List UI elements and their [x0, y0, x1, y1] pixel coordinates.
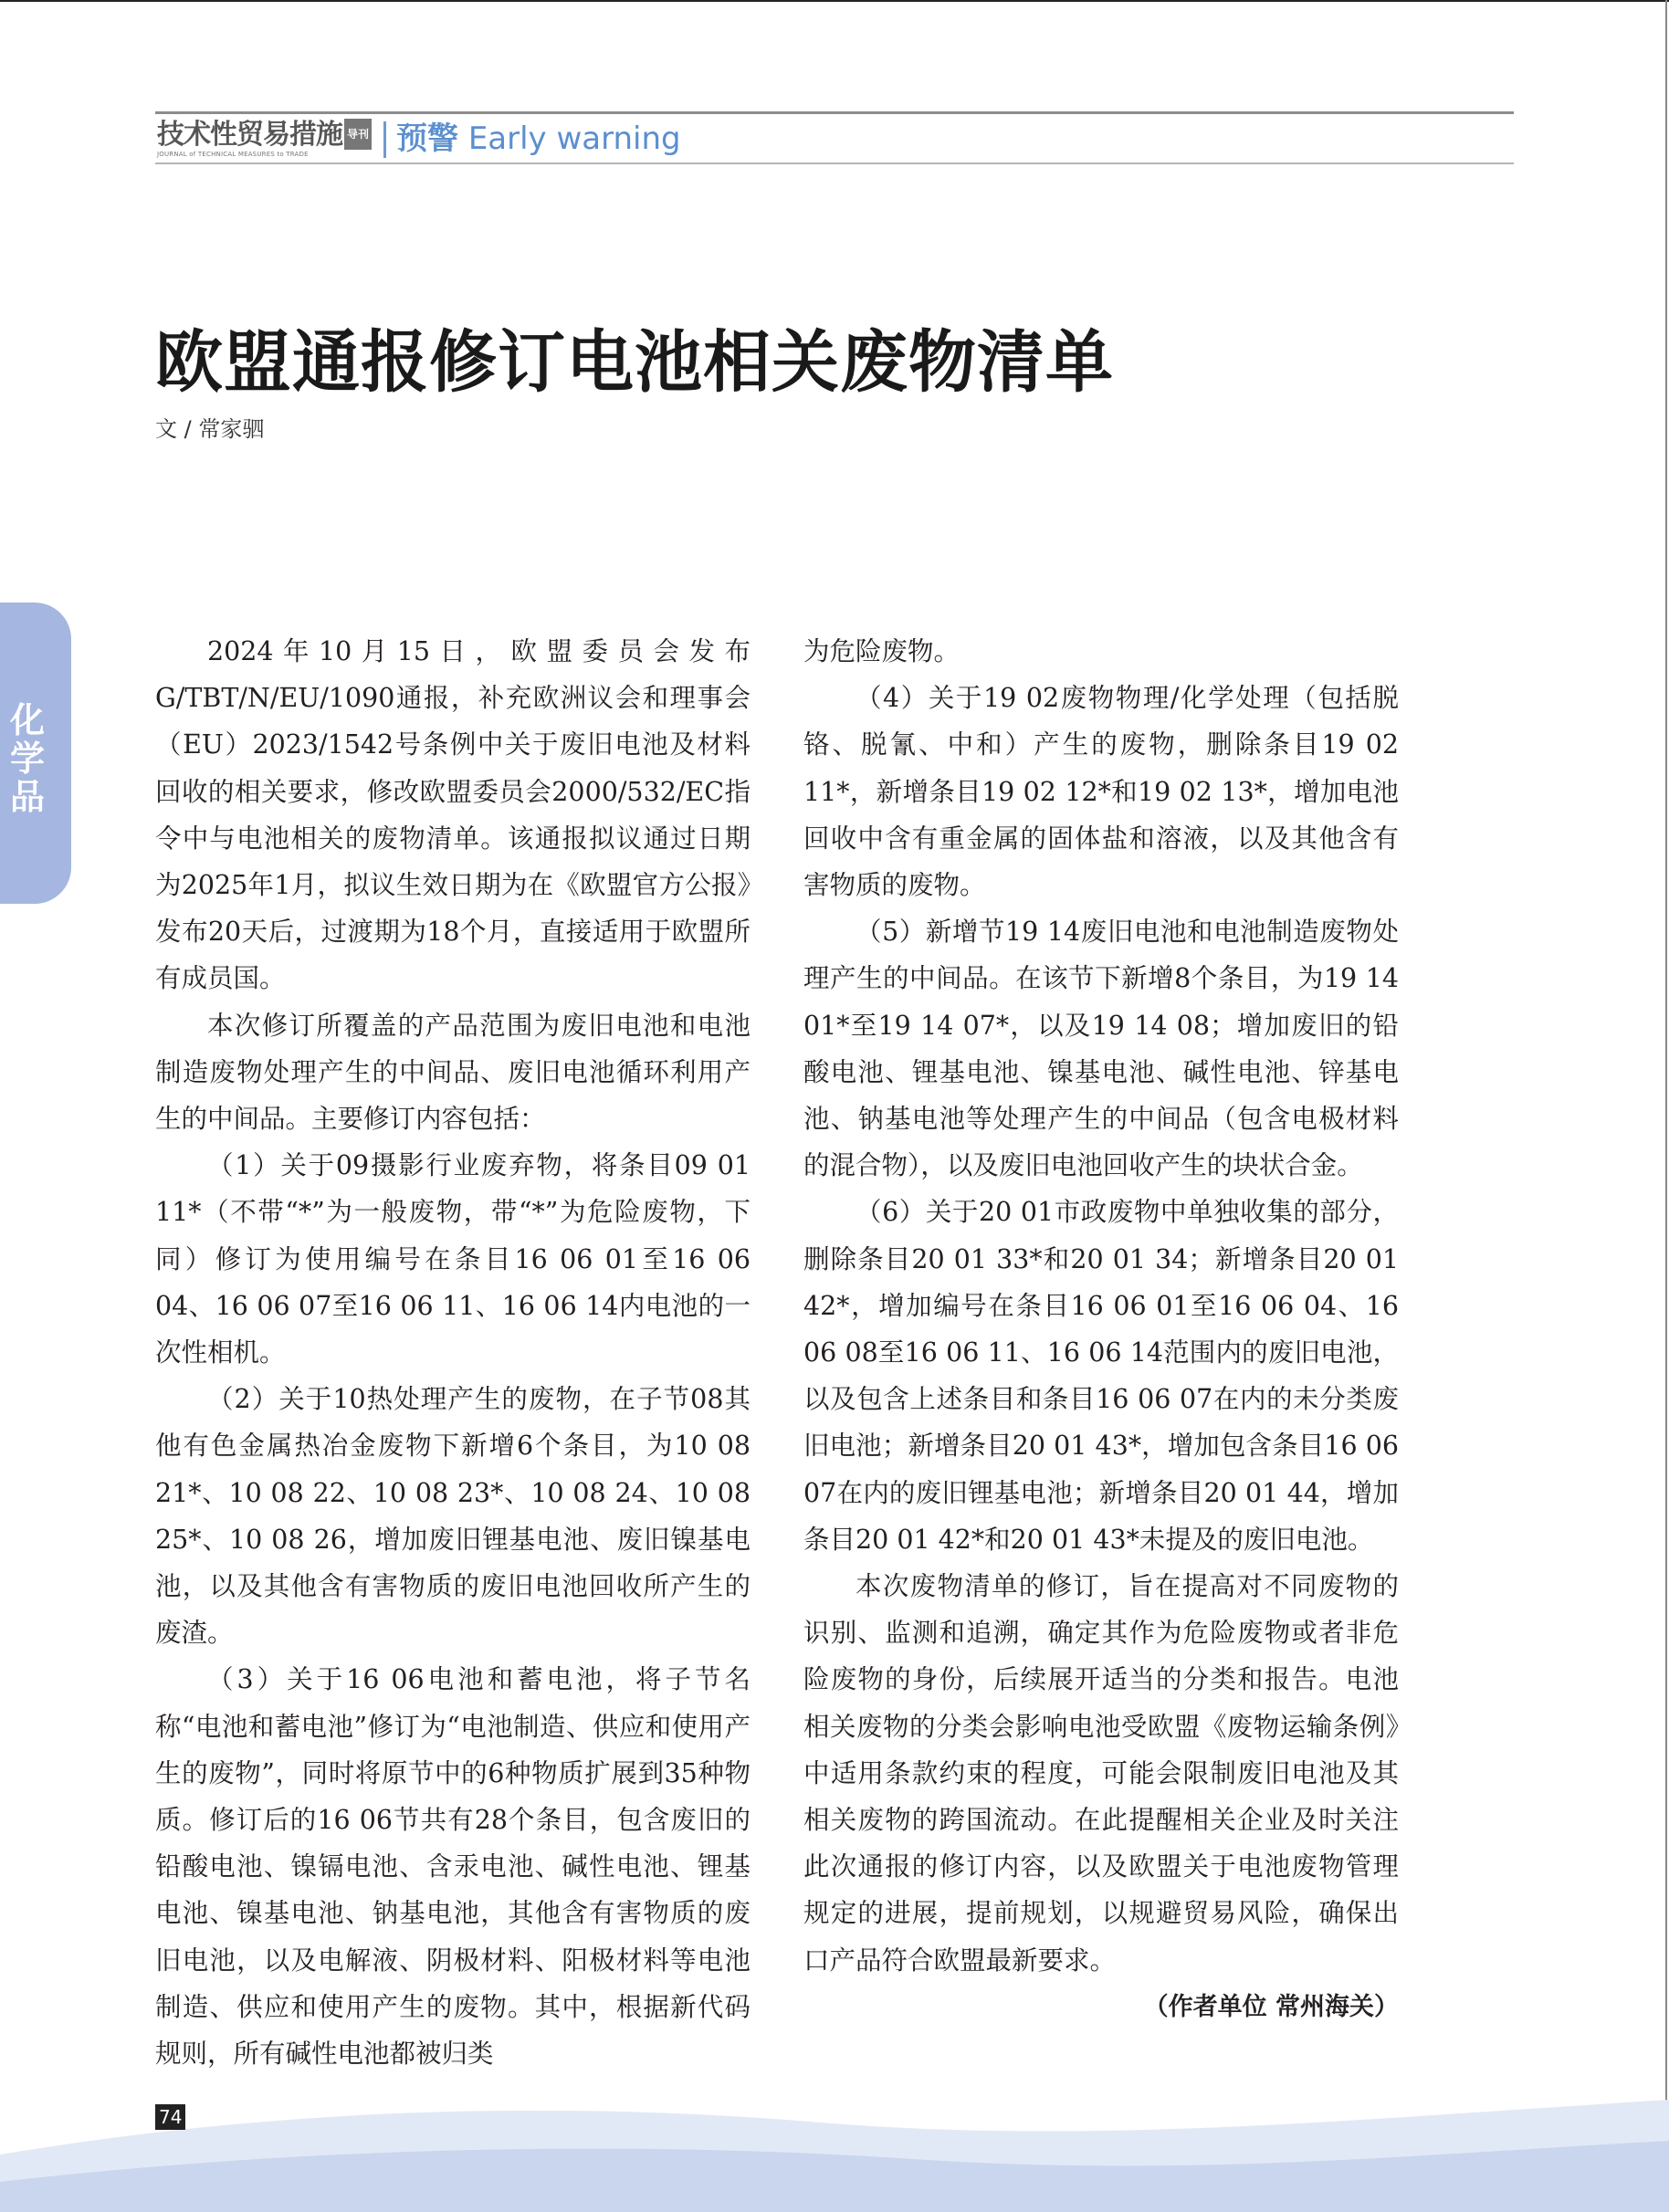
paragraph: 2024年10月15日，欧盟委员会发布G/TBT/N/EU/1090通报，补充欧洲议会和理事会（EU）2023/1542号条例中关于废旧电池及材料回收的相关要求，修改欧盟委员会2000/532/EC指令中与电池相关的废物清单。该通报拟议通过日期为2025年1月，拟议生效日期为在《欧盟官方公报》发布20天后，过渡期为18个月，直接适用于欧盟所有成员国。 — [155, 636, 751, 994]
paragraph: （5）新增节19 14废旧电池和电池制造废物处理产生的中间品。在该节下新增8个条目，为19 14 01*至19 14 07*，以及19 14 08；增加废旧的铅酸电池、锂基电池、镍基电池、碱性电池、锌基电池、钠基电池等处理产生的中间品（包含电极材料的混合物），以及废旧电池回收产生的块状合金。 — [803, 917, 1399, 1181]
paragraph: （1）关于09摄影行业废弃物，将条目09 01 11*（不带“*”为一般废物，带“*”为危险废物，下同）修订为使用编号在条目16 06 01至16 06 04、16 06 07至16 06 11、16 06 14内电池的一次性相机。 — [155, 1150, 751, 1368]
section-label — [396, 121, 681, 157]
journal-english-name: JOURNAL of TECHNICAL MEASURES to TRADE — [157, 151, 309, 158]
category-side-tab-label: 化学品 — [9, 700, 45, 817]
article-title: 欧盟通报修订电池相关废物清单 — [155, 323, 1114, 402]
section-label-en: Early warning — [467, 121, 681, 157]
paragraph: 本次修订所覆盖的产品范围为废旧电池和电池制造废物处理产生的中间品、废旧电池循环利用产生的中间品。主要修订内容包括： — [155, 1010, 751, 1135]
article-column-right — [803, 628, 1399, 2030]
paragraph-continued: 为危险废物。 — [803, 636, 960, 666]
article-byline: 文 / 常家驷 — [155, 416, 265, 442]
article-column-left — [155, 628, 751, 2077]
page-top-border — [0, 0, 1669, 2]
paragraph: （3）关于16 06电池和蓄电池，将子节名称“电池和蓄电池”修订为“电池制造、供应和使用产生的废物”，同时将原节中的6种物质扩展到35种物质。修订后的16 06节共有28个条目，包含废旧的铅酸电池、镍镉电池、含汞电池、碱性电池、锂基电池、镍基电池、钠基电池，其他含有害物质的废旧电池，以及电解液、阴极材料、阳极材料等电池制造、供应和使用产生的废物。其中，根据新代码规则，所有碱性电池都被归类 — [155, 1664, 751, 2070]
journal-tag: 导刊 — [344, 119, 372, 150]
page-right-border — [1665, 0, 1667, 2212]
journal-logo — [157, 119, 376, 159]
page-number: 74 — [155, 2104, 185, 2130]
paragraph: （4）关于19 02废物物理/化学处理（包括脱铬、脱氰、中和）产生的废物，删除条目19 02 11*，新增条目19 02 12*和19 02 13*，增加电池回收中含有重金属的固体盐和溶液，以及其他含有害物质的废物。 — [803, 683, 1399, 901]
header-separator — [383, 121, 386, 158]
paragraph: （6）关于20 01市政废物中单独收集的部分，删除条目20 01 33*和20 01 34；新增条目20 01 42*，增加编号在条目16 06 01至16 06 04、16 06 08至16 06 11、16 06 14范围内的废旧电池，以及包含上述条目和条目16 06 07在内的未分类废旧电池；新增条目20 01 43*，增加包含条目16 06 07在内的废旧锂基电池；新增条目20 01 44，增加条目20 01 42*和20 01 43*未提及的废旧电池。 — [803, 1197, 1399, 1555]
journal-name-text: 技术性贸易措施 — [157, 119, 342, 151]
section-label-cn: 预警 — [396, 121, 458, 157]
header-rule-top — [155, 111, 1514, 114]
journal-name — [157, 119, 376, 151]
author-affiliation: （作者单位 常州海关） — [1143, 1992, 1399, 2021]
header-rule-bottom — [155, 162, 1514, 164]
paragraph: （2）关于10热处理产生的废物，在子节08其他有色金属热冶金废物下新增6个条目，为10 08 21*、10 08 22、10 08 23*、10 08 24、10 08 25*、10 08 26，增加废旧锂基电池、废旧镍基电池，以及其他含有害物质的废旧电池回收所产生的废渣。 — [155, 1384, 751, 1649]
paragraph: 本次废物清单的修订，旨在提高对不同废物的识别、监测和追溯，确定其作为危险废物或者非危险废物的身份，后续展开适当的分类和报告。电池相关废物的分类会影响电池受欧盟《废物运输条例》中适用条款约束的程度，可能会限制废旧电池及其相关废物的跨国流动。在此提醒相关企业及时关注此次通报的修订内容，以及欧盟关于电池废物管理规定的进展，提前规划，以规避贸易风险，确保出口产品符合欧盟最新要求。 — [803, 1571, 1399, 1976]
footer-wave-decoration — [0, 2091, 1669, 2212]
